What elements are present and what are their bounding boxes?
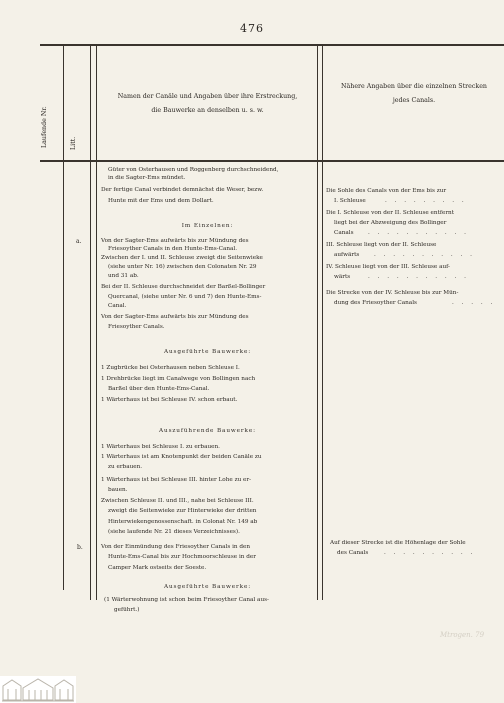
right-a-line-11: dung des Friesoyther Canals (334, 300, 417, 306)
auszufuehrende-line-5: bauen. (108, 487, 128, 493)
right-a-dots-1: . . . . . . . . . (385, 198, 467, 204)
auszufuehrende-line-6: Zwischen Schleuse II. und III., nahe bei Schleuse III. (101, 498, 254, 504)
right-a-line-9: wärts (334, 274, 351, 280)
ausgefuehrte-1-line-1: 1 Zugbrücke bei Osterhausen neben Schleuse I. (101, 365, 240, 371)
section-a-line-3: Zwischen der I. und II. Schleuse zweigt die Seitenwieke (101, 255, 263, 261)
intro-line-3: Der fertige Canal verbindet demnächst die Weser, bezw. (101, 187, 264, 193)
table-top-rule (40, 44, 504, 46)
section-a-line-10: Friesoyther Canals. (108, 324, 165, 330)
intro-line-2: in die Sagter-Ems mündet. (108, 175, 186, 181)
auszufuehrende-line-4: 1 Wärterhaus ist bei Schleuse III. hinter Lohe zu er- (101, 477, 252, 483)
faint-bleed-text: Mtrogen. 79 (440, 631, 485, 639)
right-a-line-4: liegt bei der Abzweigung des Bollinger (334, 220, 447, 226)
section-a-line-5: und 31 ab. (108, 273, 139, 279)
heading-ausgefuehrte-2: Ausgeführte Bauwerke: (163, 584, 252, 590)
right-a-line-6: III. Schleuse liegt von der II. Schleuse (326, 242, 437, 248)
section-a-line-1: Von der Sagter-Ems aufwärts bis zur Mündung des (101, 238, 249, 244)
right-b-line-1: Auf dieser Strecke ist die Höhenlage der Sohle (330, 540, 466, 546)
right-a-line-3: Die I. Schleuse von der II. Schleuse entfernt (326, 210, 454, 216)
intro-line-1: Güter von Osterhausen und Roggenberg durchschneidend, (108, 167, 279, 173)
right-a-line-5: Canals (334, 230, 354, 236)
right-a-line-2: I. Schleuse (334, 198, 366, 204)
auszufuehrende-line-1: 1 Wärterhaus bei Schleuse I. zu erbauen. (101, 444, 220, 450)
section-a-line-4: (siehe unter Nr. 16) zwischen den Colonaten Nr. 29 (108, 264, 257, 270)
heading-auszufuehrende: Auszuführende Bauwerke: (159, 428, 256, 434)
ausgefuehrte-2-line-1: (1 Wärterwohnung ist schon beim Friesoyther Canal aus- (104, 597, 269, 603)
ausgefuehrte-1-line-2: 1 Drehbrücke liegt im Canalwege von Bollingen nach (101, 376, 256, 382)
section-b-line-3: Camper Mark ostseits der Soeste. (108, 565, 207, 571)
section-a-line-6: Bei der II. Schleuse durchschneidet der Barßel-Bollinger (101, 284, 266, 290)
auszufuehrende-line-8: Hinterwiekengenossenschaft. in Colonat Nr. 149 ab (108, 519, 258, 525)
col-rule-1 (63, 45, 64, 590)
library-logo (0, 676, 76, 703)
intro-line-4: Hunte mit der Ems und dem Dollart. (108, 198, 214, 204)
section-b-line-2: Hunte-Ems-Canal bis zur Hochmoorschleuse in der (108, 554, 256, 560)
right-b-line-2: des Canals (337, 550, 369, 556)
page-number: 476 (240, 22, 264, 35)
section-a-line-8: Canal. (108, 303, 127, 309)
right-a-line-8: IV. Schleuse liegt von der III. Schleuse auf- (326, 264, 450, 270)
section-b-line-1: Von der Einmündung des Friesoyther Canals in den (101, 544, 251, 550)
section-a-line-7: Quercanal, (siehe unter Nr. 6 und 7) den Hunte-Ems- (108, 294, 262, 300)
right-a-line-1: Die Sohle des Canals von der Ems bis zur (326, 188, 447, 194)
right-b-dots: . . . . . . . . . . (384, 550, 476, 556)
header-bottom-rule (40, 160, 504, 162)
section-a-line-2: Friesoyther Canals in den Hunte-Ems-Canal. (108, 246, 238, 252)
ausgefuehrte-1-line-4: 1 Wärterhaus ist bei Schleuse IV. schon erbaut. (101, 397, 238, 403)
right-a-dots-3: . . . . . . . . . . . (374, 252, 475, 258)
right-a-line-7: aufwärts (334, 252, 360, 258)
right-a-dots-2: . . . . . . . . . . . (368, 230, 469, 236)
ausgefuehrte-1-line-3: Barßel über den Hunte-Ems-Canal. (108, 386, 210, 392)
header-col-nr: Laufende Nr. (41, 106, 48, 148)
auszufuehrende-line-9: (siehe laufende Nr. 21 dieses Verzeichnisses). (108, 529, 240, 535)
col-rule-4 (317, 45, 318, 600)
header-details-line-1: Nähere Angaben über die einzelnen Strecken (341, 83, 487, 90)
right-a-dots-5: . . . . . (452, 300, 496, 306)
auszufuehrende-line-3: zu erbauen. (108, 464, 143, 470)
heading-im-einzelnen: Im Einzelnen: (181, 223, 234, 229)
right-a-line-10: Die Strecke von der IV. Schleuse bis zur Mün- (326, 290, 459, 296)
col-rule-3 (96, 45, 97, 600)
ausgefuehrte-2-line-2: geführt.) (114, 607, 140, 613)
col-rule-5 (322, 45, 323, 600)
right-a-dots-4: . . . . . . . . . . . (368, 274, 469, 280)
auszufuehrende-line-7: zweigt die Seitenwieke zur Hinterwieke der dritten (108, 508, 257, 514)
header-col-names (100, 90, 315, 118)
header-names-line-1: Namen der Canäle und Angaben über ihre Erstreckung, (117, 93, 298, 100)
col-rule-2 (90, 45, 91, 600)
header-names-line-2: die Bauwerke an denselben u. s. w. (151, 107, 264, 114)
auszufuehrende-line-2: 1 Wärterhaus ist am Knotenpunkt der beiden Canäle zu (101, 454, 262, 460)
letter-b: b. (77, 544, 83, 551)
heading-ausgefuehrte-1: Ausgeführte Bauwerke: (163, 349, 252, 355)
header-col-details (326, 80, 502, 108)
letter-a: a. (76, 238, 82, 245)
header-details-line-2: jedes Canals. (392, 97, 436, 104)
section-a-line-9: Von der Sagter-Ems aufwärts bis zur Mündung des (101, 314, 249, 320)
header-col-lit: Litt. (70, 136, 77, 150)
